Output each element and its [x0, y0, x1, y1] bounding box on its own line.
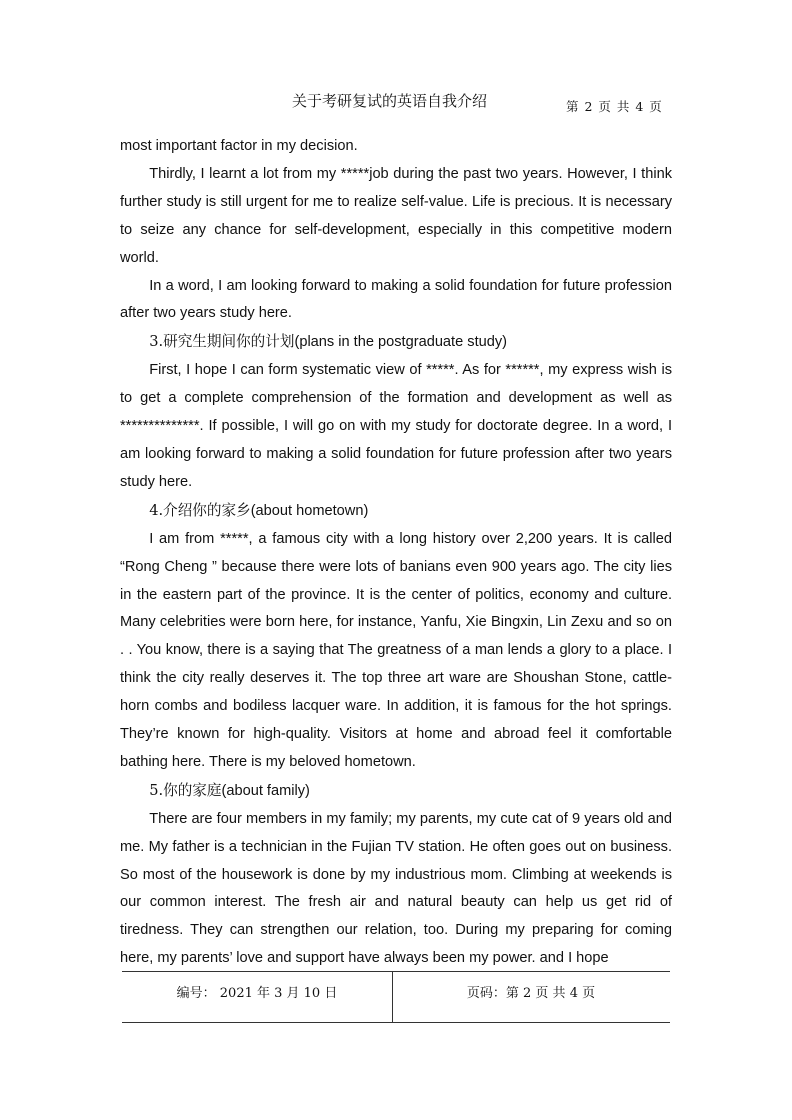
- section-heading: [120, 328, 672, 357]
- section-heading-cn: 5.你的家庭: [149, 781, 222, 799]
- document-title: 关于考研复试的英语自我介绍: [292, 92, 488, 110]
- footer-bottom-rule: [122, 1022, 670, 1023]
- paragraph: First, I hope I can form systematic view of *****. As for ******, my express wish is to get a complete comprehension of the formation and development as well as **************. If possible, I will go on with my study for doctorate degree. In a word, I am looking forward to making a solid foundation for future profession after two years study here.: [120, 362, 672, 490]
- section-heading-en: (about hometown): [250, 502, 369, 519]
- section-heading-en: (about family): [221, 782, 310, 799]
- footer-page-number: 页码：第 2 页 共 4 页: [466, 986, 596, 1001]
- paragraph: Thirdly, I learnt a lot from my *****job during the past two years. However, I think further study is still urgent for me to realize self-value. Life is precious. It is necessary to seize any chance for self-development, especially in this competitive modern world.: [120, 165, 672, 266]
- footer-top-rule: [122, 971, 670, 972]
- paragraph: There are four members in my family; my parents, my cute cat of 9 years old and me. My father is a technician in the Fujian TV station. He often goes out on business. So most of the housework is done by my industrious mom. Climbing at weekends is our common interest. The fresh air and natural beauty can help us get rid of tiredness. They can strengthen our relation, too. During my preparing for coming here, my parents’ love and support have always been my power. and I hope: [120, 810, 672, 967]
- section-heading: [120, 497, 672, 526]
- paragraph: I am from *****, a famous city with a long history over 2,200 years. It is called “Rong Cheng ” because there were lots of banians even 900 years ago. The city lies in the eastern part of the province. It is the center of politics, economy and culture. Many celebrities were born here, for instance, Yanfu, Xie Bingxin, Lin Zexu and so on . . You know, there is a saying that The greatness of a man lends a glory to a place. I think the city really deserves it. The top three art ware are Shoushan Stone, cattle-horn combs and bodiless lacquer ware. In addition, it is famous for the hot springs. They’re known for high-quality. Visitors at home and abroad feel it comfortable bathing here. There is my beloved hometown.: [120, 530, 672, 770]
- footer-number-date: 编号： 2021 年 3 月 10 日: [176, 986, 338, 1001]
- section-heading-en: (plans in the postgraduate study): [294, 334, 508, 351]
- paragraph: most important factor in my decision.: [120, 138, 358, 154]
- paragraph: In a word, I am looking forward to making a solid foundation for future profession after two years study here.: [120, 277, 672, 322]
- section-heading-cn: 4.介绍你的家乡: [149, 501, 251, 519]
- document-body: [120, 133, 672, 973]
- header-page-indicator: 第 2 页 共 4 页: [566, 99, 663, 114]
- section-heading-cn: 3.研究生期间你的计划: [149, 333, 295, 351]
- section-heading: [120, 777, 672, 806]
